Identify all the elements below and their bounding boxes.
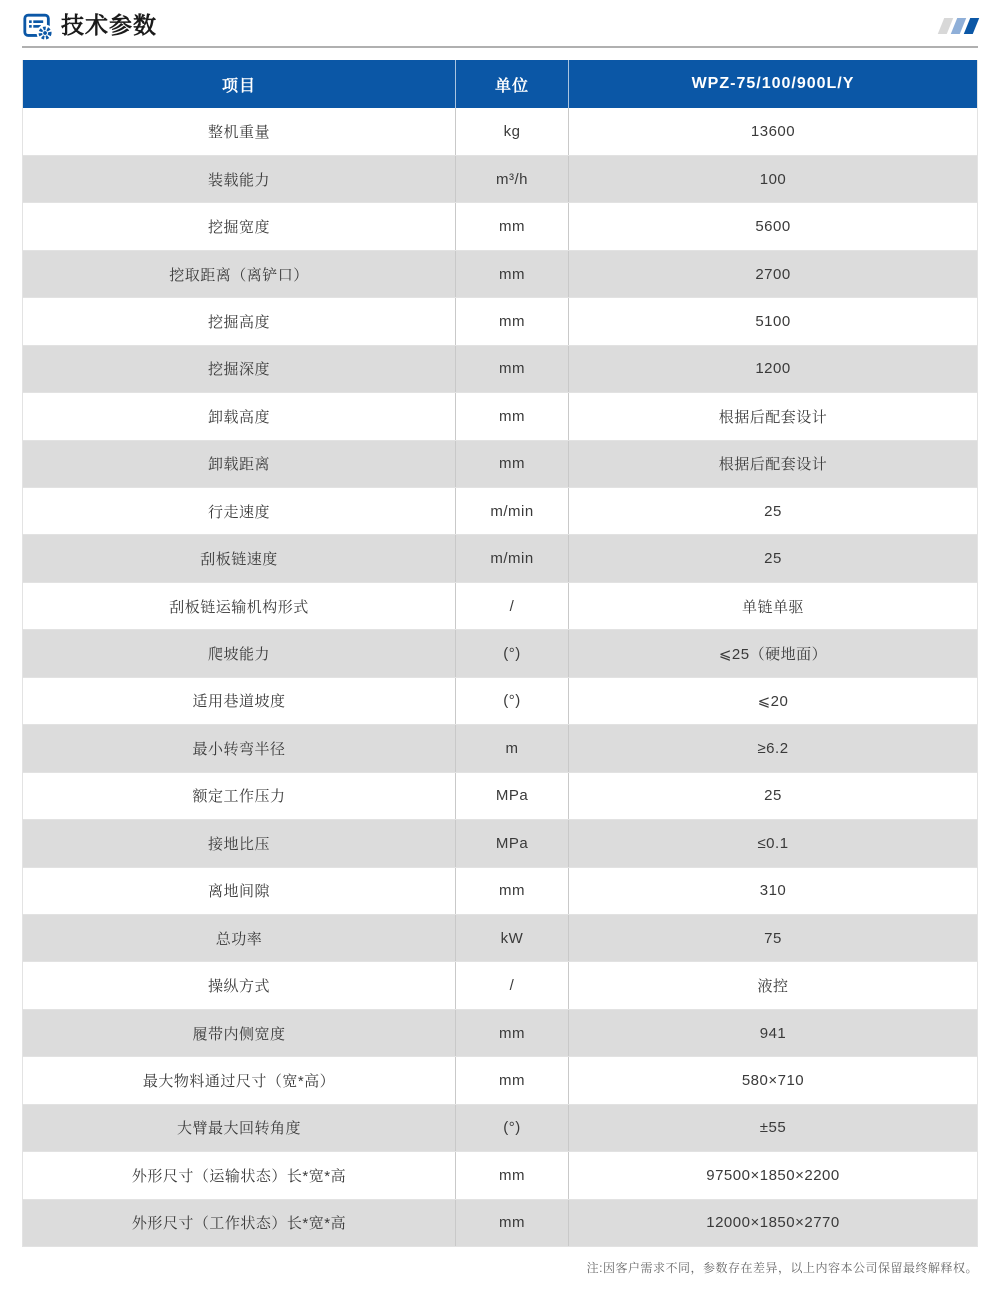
table-row	[23, 108, 978, 155]
cell-value: 5600	[569, 203, 978, 250]
cell-item: 行走速度	[23, 488, 456, 535]
cell-unit: m/min	[456, 535, 569, 582]
cell-unit: (°)	[456, 677, 569, 724]
cell-value: 液控	[569, 962, 978, 1009]
cell-item: 额定工作压力	[23, 772, 456, 819]
cell-item: 挖掘深度	[23, 345, 456, 392]
cell-value: 13600	[569, 108, 978, 155]
table-row	[23, 298, 978, 345]
decorative-slashes-icon	[941, 18, 978, 34]
table-body	[23, 108, 978, 1247]
table-row	[23, 155, 978, 202]
table-row	[23, 677, 978, 724]
cell-value: 941	[569, 1009, 978, 1056]
table-row	[23, 725, 978, 772]
cell-unit: /	[456, 582, 569, 629]
cell-unit: MPa	[456, 772, 569, 819]
slash-dark-blue	[964, 18, 979, 34]
cell-unit: /	[456, 962, 569, 1009]
table-row	[23, 1152, 978, 1199]
table-row	[23, 250, 978, 297]
cell-unit: m³/h	[456, 155, 569, 202]
cell-item: 挖取距离（离铲口）	[23, 250, 456, 297]
cell-unit: MPa	[456, 820, 569, 867]
table-row	[23, 1199, 978, 1246]
title-divider	[22, 46, 978, 48]
page-title: 技术参数	[61, 12, 157, 38]
cell-unit: mm	[456, 203, 569, 250]
table-head	[23, 60, 978, 108]
cell-item: 挖掘高度	[23, 298, 456, 345]
cell-value: ≥6.2	[569, 725, 978, 772]
cell-item: 最大物料通过尺寸（宽*高）	[23, 1057, 456, 1104]
table-row	[23, 962, 978, 1009]
cell-item: 离地间隙	[23, 867, 456, 914]
table-row	[23, 582, 978, 629]
cell-unit: mm	[456, 298, 569, 345]
cell-unit: m	[456, 725, 569, 772]
cell-value: 97500×1850×2200	[569, 1152, 978, 1199]
col-header-unit: 单位	[456, 60, 569, 108]
cell-item: 履带内侧宽度	[23, 1009, 456, 1056]
spec-table	[22, 60, 978, 1247]
cell-unit: kg	[456, 108, 569, 155]
cell-value: ≤0.1	[569, 820, 978, 867]
table-row	[23, 440, 978, 487]
table-row	[23, 1009, 978, 1056]
footnote: 注:因客户需求不同，参数存在差异，以上内容本公司保留最终解释权。	[586, 1261, 978, 1275]
table-header-row	[23, 60, 978, 108]
cell-unit: kW	[456, 914, 569, 961]
cell-unit: mm	[456, 1199, 569, 1246]
cell-unit: (°)	[456, 1104, 569, 1151]
table-row	[23, 820, 978, 867]
cell-unit: mm	[456, 1057, 569, 1104]
table-row	[23, 488, 978, 535]
title-row	[22, 9, 978, 42]
cell-item: 外形尺寸（工作状态）长*宽*高	[23, 1199, 456, 1246]
table-row	[23, 914, 978, 961]
cell-item: 爬坡能力	[23, 630, 456, 677]
table-row	[23, 772, 978, 819]
cell-value: 25	[569, 535, 978, 582]
cell-item: 总功率	[23, 914, 456, 961]
page-header	[22, 0, 978, 48]
cell-unit: (°)	[456, 630, 569, 677]
cell-item: 最小转弯半径	[23, 725, 456, 772]
cell-item: 刮板链运输机构形式	[23, 582, 456, 629]
table-row	[23, 203, 978, 250]
table-row	[23, 1057, 978, 1104]
cell-value: ⩽20	[569, 677, 978, 724]
cell-item: 挖掘宽度	[23, 203, 456, 250]
cell-item: 外形尺寸（运输状态）长*宽*高	[23, 1152, 456, 1199]
cell-value: 单链单驱	[569, 582, 978, 629]
cell-value: 根据后配套设计	[569, 393, 978, 440]
cell-unit: mm	[456, 440, 569, 487]
cell-item: 卸载距离	[23, 440, 456, 487]
cell-unit: mm	[456, 1009, 569, 1056]
cell-unit: mm	[456, 393, 569, 440]
cell-value: 25	[569, 772, 978, 819]
cell-item: 装载能力	[23, 155, 456, 202]
cell-unit: mm	[456, 1152, 569, 1199]
cell-value: 100	[569, 155, 978, 202]
cell-item: 接地比压	[23, 820, 456, 867]
cell-unit: m/min	[456, 488, 569, 535]
cell-unit: mm	[456, 867, 569, 914]
cell-value: 25	[569, 488, 978, 535]
cell-value: ±55	[569, 1104, 978, 1151]
col-header-model: WPZ-75/100/900L/Y	[569, 60, 978, 108]
cell-value: 2700	[569, 250, 978, 297]
cell-item: 操纵方式	[23, 962, 456, 1009]
spec-list-gear-icon	[22, 10, 54, 42]
cell-value: 75	[569, 914, 978, 961]
cell-value: 310	[569, 867, 978, 914]
table-row	[23, 535, 978, 582]
cell-value: 5100	[569, 298, 978, 345]
cell-value: 12000×1850×2770	[569, 1199, 978, 1246]
cell-value: ⩽25（硬地面）	[569, 630, 978, 677]
table-row	[23, 345, 978, 392]
cell-unit: mm	[456, 250, 569, 297]
table-row	[23, 393, 978, 440]
col-header-item: 项目	[23, 60, 456, 108]
table-row	[23, 867, 978, 914]
cell-value: 根据后配套设计	[569, 440, 978, 487]
cell-value: 1200	[569, 345, 978, 392]
table-row	[23, 1104, 978, 1151]
cell-item: 大臂最大回转角度	[23, 1104, 456, 1151]
cell-unit: mm	[456, 345, 569, 392]
cell-value: 580×710	[569, 1057, 978, 1104]
table-row	[23, 630, 978, 677]
cell-item: 卸载高度	[23, 393, 456, 440]
cell-item: 整机重量	[23, 108, 456, 155]
cell-item: 适用巷道坡度	[23, 677, 456, 724]
cell-item: 刮板链速度	[23, 535, 456, 582]
